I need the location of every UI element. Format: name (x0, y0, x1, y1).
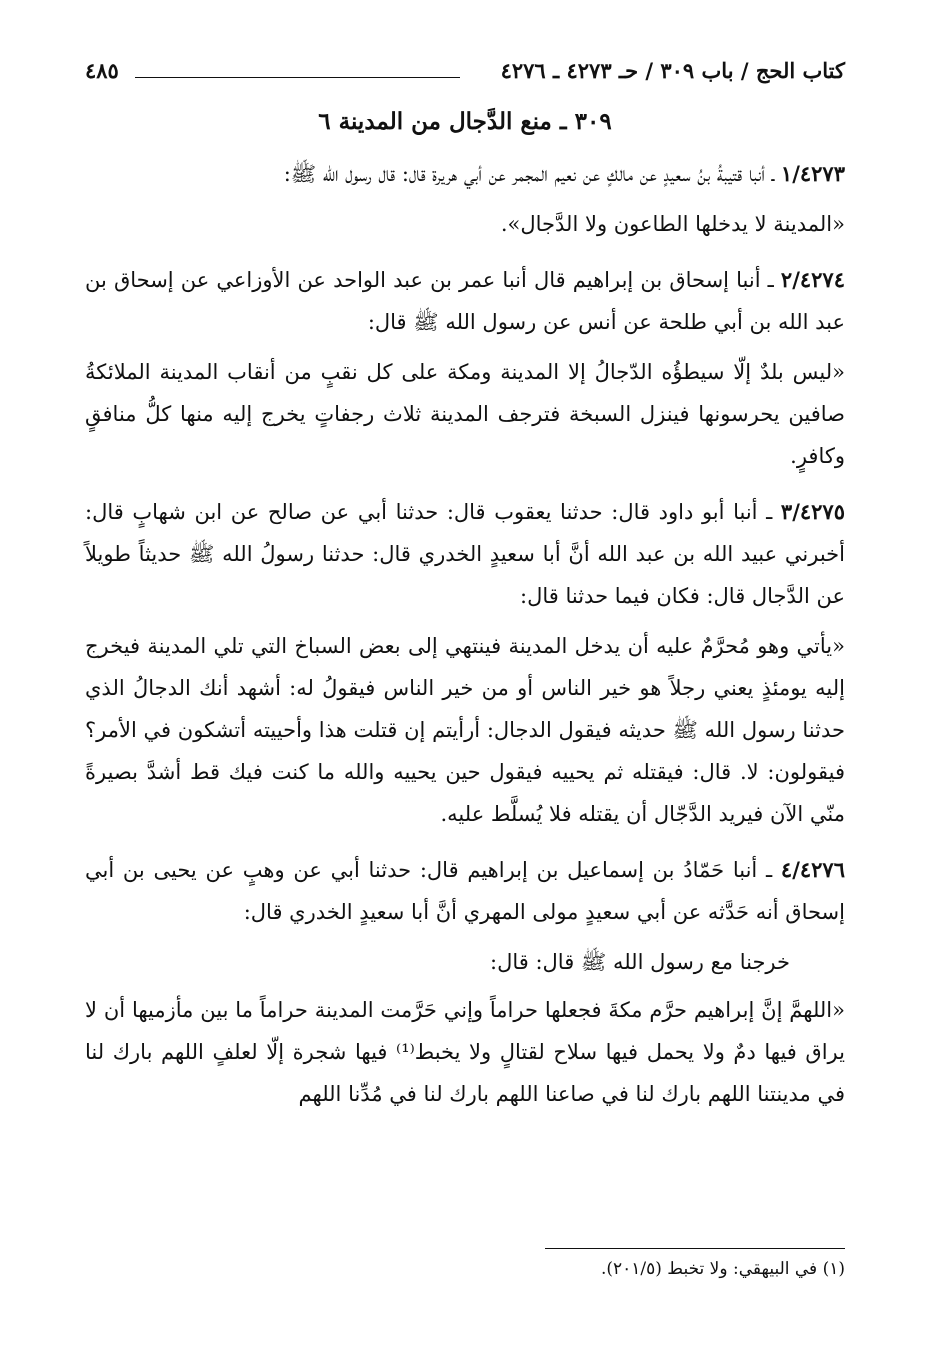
hadith-number: ٢/٤٢٧٤ (780, 267, 845, 292)
hadith-4273-matn: «المدينة لا يدخلها الطاعون ولا الدَّجال». (500, 212, 845, 236)
hadith-number: ٣/٤٢٧٥ (780, 499, 845, 524)
header-title: كتاب الحج / باب ٣٠٩ / حـ ٤٢٧٣ ـ ٤٢٧٦ (500, 58, 845, 83)
hadith-4274-matn: «ليس بلدٌ إلّا سيطؤُه الدّجالُ إلا المدينة ومكة على كل نقبٍ من أنقاب المدينة الملائكةُ صافين يحرسونها فينزل السبخة فترجف المدينة ثلاث رجفاتٍ يخرج إليه منها كلُّ منافقٍ وكافرٍ. (85, 360, 845, 468)
header-rule (135, 77, 460, 78)
hadith-4276-isnad (85, 849, 845, 933)
footnote: (١) في البيهقي: ولا تخبط (٢٠١/٥). (600, 1259, 845, 1279)
chapter-title: ٣٠٩ ـ منع الدَّجال من المدينة ٦ (318, 108, 612, 135)
hadith-number: ٤/٤٢٧٦ (780, 857, 845, 882)
page-body (85, 153, 845, 1123)
isnad-text: ـ أنبا أبو داود قال: حدثنا يعقوب قال: حدثنا أبي عن صالح عن ابن شهابٍ قال: أخبرني عبيد الله بن عبد الله أنَّ أبا سعيدٍ الخدري قال: حدثنا رسولُ الله ﷺ حديثاً طويلاً عن الدَّجال قال: فكان فيما حدثنا قال: (85, 500, 845, 608)
hadith-4275-isnad (85, 491, 845, 617)
isnad-text: ـ أنبا حَمّادُ بن إسماعيل بن إبراهيم قال: حدثنا أبي عن وهبٍ عن يحيى بن أبي إسحاق أنه حَدَّثه عن أبي سعيدٍ مولى المهري أنَّ أبا سعيدٍ الخدري قال: (85, 858, 845, 924)
hadith-4276-matn: «اللهمَّ إنَّ إبراهيم حرَّم مكةَ فجعلها حراماً وإني حَرَّمت المدينة حراماً ما بين مأزميها أن لا يراق فيها دمٌ ولا يحمل فيها سلاح لقتالٍ ولا يخبط⁽¹⁾ فيها شجرة إلّا لعلفٍ اللهم بارك لنا في مدينتنا اللهم بارك لنا في صاعنا اللهم بارك لنا في مُدِّنا اللهم (85, 998, 845, 1106)
running-header (85, 58, 845, 88)
isnad-text: ـ أنبا إسحاق بن إبراهيم قال أنبا عمر بن عبد الواحد عن الأوزاعي عن إسحاق بن عبد الله بن أبي طلحة عن أنس عن رسول الله ﷺ قال: (85, 268, 845, 334)
book-page (85, 0, 845, 1365)
footnote-rule (545, 1248, 845, 1249)
page-number: ٤٨٥ (85, 58, 119, 83)
hadith-4276-narration: خرجنا مع رسول الله ﷺ قال: قال: (490, 950, 790, 974)
isnad-text: ـ أنبا قتيبةُ بنُ سعيدٍ عن مالكٍ عن نعيم المجمر عن أبي هريرة قال: قال رسول الله ﷺ: (283, 162, 775, 186)
hadith-4274-isnad (85, 259, 845, 343)
hadith-4275-matn: «يأتي وهو مُحرَّمٌ عليه أن يدخل المدينة فينتهي إلى بعض السباخ التي تلي المدينة فيخرج إليه يومئذٍ يعني رجلاً هو خير الناس أو من خير الناس فيقولُ له: أشهد أنك الدجالُ الذي حدثنا رسول الله ﷺ حديثه فيقول الدجال: أرأيتم إن قتلت هذا وأحييته أتشكون في الأمر؟ فيقولون: لا. قال: فيقتله ثم يحييه فيقول حين يحييه والله ما كنت فيك قط أشدَّ بصيرةً منّي الآن فيريد الدَّجّال أن يقتله فلا يُسلَّط عليه. (85, 634, 845, 826)
hadith-4273-isnad (85, 153, 845, 195)
hadith-number: ١/٤٢٧٣ (780, 161, 845, 186)
